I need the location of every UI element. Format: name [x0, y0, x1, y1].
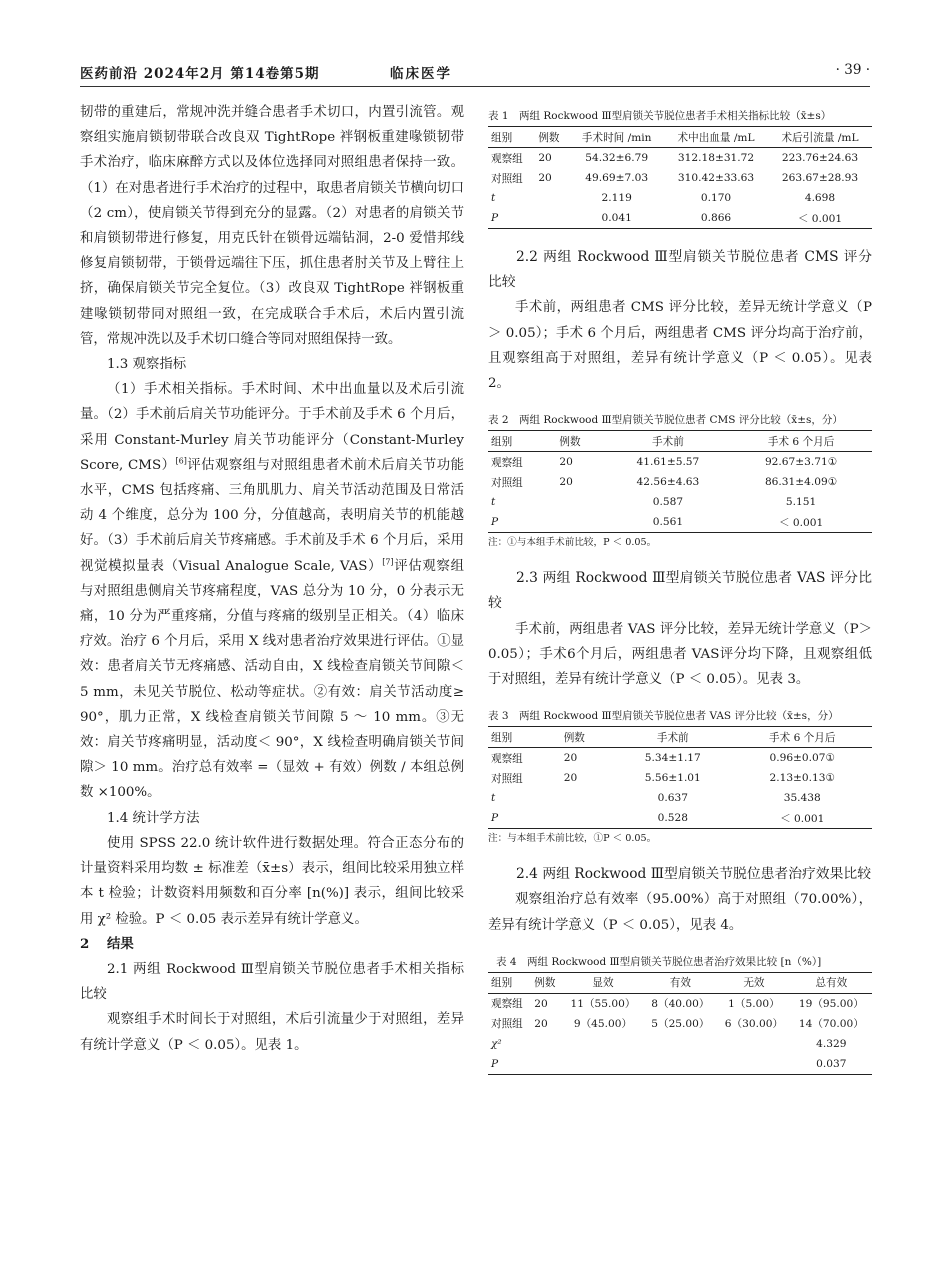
table-cell: 观察组 — [491, 152, 523, 165]
heading-number: 2 — [80, 935, 90, 952]
table-header: 术中出血量 /mL — [664, 127, 768, 148]
table-header: 例数 — [535, 127, 569, 148]
text-segment: 评估观察组与对照组患侧肩关节疼痛程度，VAS 总分为 10 分，0 分表示无痛，10 分为严重疼痛，分值与疼痛的级别呈正相关。（4）临床疗效。治疗 6 个月后，采用 X 线对患者治疗效果进行评估。①显效：患者肩关节无疼痛感、活动自由，X 线检查肩锁关节间隙＜ 5 mm，未见关节脱位、松动等症状。②有效：肩关节活动度≥ 90°，肌力正常，X 线检查肩锁关节间隙 5 ～ 10 mm。③无效：肩关节疼痛明显，活动度＜ 90°，X 线检查明确肩锁关节间隙＞ 10 mm。治疗总有效率 =（显效 + 有效）例数 / 本组总例数 ×100%。 — [80, 558, 465, 801]
table-cell: P — [491, 212, 499, 224]
table-cell: 0.170 — [700, 192, 732, 204]
table-cell: 5.34±1.17 — [644, 752, 701, 765]
table-cell: 对照组 — [491, 772, 523, 785]
table-cell: 92.67±3.71① — [764, 456, 838, 469]
table-cell: P — [491, 812, 499, 825]
table-row — [488, 788, 872, 808]
table-cell: 20 — [534, 997, 548, 1010]
table-cell: 2.119 — [601, 192, 632, 204]
heading-2-2: 2.2 两组 Rockwood Ⅲ型肩锁关节脱位患者 CMS 评分比较 — [488, 249, 872, 291]
table-header: 手术前 — [606, 431, 731, 452]
table-cell: 5.151 — [785, 496, 817, 509]
table-header: 术后引流量 /mL — [768, 127, 872, 148]
table-cell: 对照组 — [491, 1018, 523, 1031]
table-header: 手术 6 个月后 — [730, 431, 872, 452]
table-row — [488, 148, 872, 169]
table-cell: 0.037 — [816, 1057, 847, 1070]
table-cell: ＜ 0.001 — [778, 516, 824, 529]
table-cell — [717, 1054, 791, 1075]
table-header: 组别 — [488, 727, 561, 748]
table-cell: 20 — [534, 1017, 548, 1030]
table-cell: 观察组 — [491, 998, 523, 1011]
table4-caption: 表 4 两组 Rockwood Ⅲ型肩锁关节脱位患者治疗效果比较 [n（%）] — [496, 955, 822, 968]
reference-7: [7] — [382, 557, 394, 567]
table-cell: 9（45.00） — [573, 1018, 633, 1031]
table-cell: 对照组 — [491, 172, 523, 185]
table-cell: 0.587 — [652, 496, 684, 509]
table-row — [488, 1014, 872, 1034]
table-cell: 20 — [559, 476, 573, 489]
table-cell: 4.698 — [804, 192, 836, 204]
table-header: 手术 6 个月后 — [733, 727, 873, 748]
table-header-row — [488, 727, 872, 748]
table-cell: 223.76±24.63 — [781, 152, 859, 164]
table-row — [488, 768, 872, 788]
table-cell — [556, 492, 605, 512]
table-cell: 观察组 — [491, 752, 523, 765]
table-cell: 2.13±0.13① — [769, 772, 836, 785]
table-cell: 5（25.00） — [651, 1018, 710, 1031]
table-cell: 41.61±5.57 — [636, 456, 700, 469]
table-cell — [535, 188, 569, 208]
table-cell: 0.528 — [657, 812, 688, 825]
table-row — [488, 993, 872, 1014]
table-cell: t — [491, 792, 496, 805]
table-header: 总有效 — [791, 972, 872, 993]
table-header: 显效 — [562, 972, 643, 993]
paragraph-statistics: 使用 SPSS 22.0 统计软件进行数据处理。符合正态分布的计量资料采用均数 ± 标准差（x̄±s）表示，组间比较采用独立样本 t 检验；计数资料用频数和百分率 [n(%)] 表示，组间比较采用 χ² 检验。P ＜ 0.05 表示差异有统计学意义。 — [80, 835, 464, 927]
table-cell: 42.56±4.63 — [636, 476, 700, 489]
journal-info: 医药前沿 2024年2月 第14卷第5期 — [80, 66, 320, 82]
table-cell — [561, 808, 613, 829]
heading-2-1: 2.1 两组 Rockwood Ⅲ型肩锁关节脱位患者手术相关指标比较 — [80, 961, 464, 1003]
reference-6: [6] — [175, 456, 187, 466]
table2-note: 注：①与本组手术前比较，P ＜ 0.05。 — [488, 537, 657, 549]
right-column — [488, 108, 872, 1075]
table-cell — [562, 1054, 643, 1075]
table-2 — [488, 430, 872, 533]
heading-2-results — [80, 932, 464, 957]
paragraph-vas: 手术前，两组患者 VAS 评分比较，差异无统计学意义（P＞0.05）；手术6个月后，两组患者 VAS评分均下降，且观察组低于对照组，差异有统计学意义（P ＜ 0.05）。见表 3。 — [488, 621, 872, 688]
text-segment: 评估观察组与对照组患者术前术后肩关节功能水平，CMS 包括疼痛、三角肌肌力、肩关节活动范围及日常活动 4 个维度，总分为 100 分，分值越高，表明肩关节的机能越好。（3）手术前后肩关节疼痛感。手术前及手术 6 个月后，采用视觉模拟量表（Visual Analogue Scale, VAS） — [80, 457, 464, 574]
table-cell: P — [491, 1057, 499, 1070]
table-cell: P — [491, 516, 499, 529]
table-cell: 0.561 — [652, 516, 684, 529]
table-cell: 0.96±0.07① — [769, 752, 836, 765]
table-cell: 0.041 — [601, 212, 632, 224]
table-cell: 0.866 — [700, 212, 732, 224]
table-row — [488, 452, 872, 473]
heading-2-4: 2.4 两组 Rockwood Ⅲ型肩锁关节脱位患者治疗效果比较 — [516, 866, 871, 883]
table-row — [488, 1054, 872, 1075]
table-cell: χ² — [491, 1037, 502, 1050]
table-cell: 312.18±31.72 — [677, 152, 755, 164]
table-cell: 20 — [563, 752, 578, 765]
table-header: 例数 — [561, 727, 613, 748]
table-cell: 14（70.00） — [798, 1018, 864, 1031]
table-row — [488, 808, 872, 829]
page-number: · 39 · — [835, 62, 870, 78]
table1-caption: 表 1 两组 Rockwood Ⅲ型肩锁关节脱位患者手术相关指标比较（x̄±s） — [488, 110, 832, 122]
table-header: 组别 — [488, 972, 531, 993]
table3-caption: 表 3 两组 Rockwood Ⅲ型肩锁关节脱位患者 VAS 评分比较（x̄±s，分） — [488, 710, 839, 723]
section-name: 临床医学 — [390, 66, 452, 82]
table-row — [488, 748, 872, 769]
left-column — [80, 100, 464, 1058]
table-header: 例数 — [531, 972, 562, 993]
table-row — [488, 472, 872, 492]
table-header: 组别 — [488, 431, 556, 452]
table-header: 手术时间 /min — [569, 127, 664, 148]
heading-1-4: 1.4 统计学方法 — [107, 810, 200, 826]
table-header-row — [488, 431, 872, 452]
table-cell: 11（55.00） — [570, 998, 636, 1011]
table-header: 手术前 — [613, 727, 732, 748]
table-cell: t — [491, 496, 496, 509]
table-cell: 20 — [538, 172, 552, 184]
table-cell: 19（95.00） — [798, 998, 864, 1011]
paragraph-efficacy: 观察组治疗总有效率（95.00%）高于对照组（70.00%），差异有统计学意义（P ＜ 0.05），见表 4。 — [488, 892, 872, 933]
table-cell — [556, 512, 605, 533]
running-header — [80, 62, 870, 88]
table-3 — [488, 726, 872, 829]
table-cell — [535, 208, 569, 229]
table-cell: 86.31±4.09① — [764, 476, 838, 489]
table3-note: 注：与本组手术前比较，①P ＜ 0.05。 — [488, 833, 657, 845]
paragraph-indicators — [80, 377, 464, 805]
table-header: 无效 — [717, 972, 791, 993]
table-4 — [488, 972, 872, 1075]
table-header-row — [488, 972, 872, 993]
table-cell: t — [491, 192, 496, 204]
table-cell: 35.438 — [783, 792, 821, 805]
table-cell: 6（30.00） — [724, 1018, 784, 1031]
table-cell: 20 — [563, 772, 578, 785]
table-cell: 4.329 — [816, 1037, 847, 1050]
table-cell: 1（5.00） — [728, 998, 780, 1011]
table-header: 有效 — [644, 972, 718, 993]
table-row — [488, 492, 872, 512]
header-rule — [80, 86, 870, 87]
table-row — [488, 208, 872, 229]
table-cell — [561, 788, 613, 808]
heading-text: 结果 — [107, 935, 134, 952]
table-cell: 观察组 — [491, 456, 523, 469]
table-cell: 49.69±7.03 — [585, 172, 649, 184]
table-cell: ＜ 0.001 — [797, 212, 843, 225]
table-1 — [488, 126, 872, 229]
table-cell: 310.42±33.63 — [677, 172, 755, 184]
table-cell: 54.32±6.79 — [585, 152, 649, 164]
table-row — [488, 168, 872, 188]
heading-2-3: 2.3 两组 Rockwood Ⅲ型肩锁关节脱位患者 VAS 评分比较 — [488, 570, 872, 612]
table-header: 例数 — [556, 431, 605, 452]
table-cell: 20 — [559, 456, 573, 469]
table-header: 组别 — [488, 127, 535, 148]
table-cell — [562, 1034, 643, 1054]
text-segment: （1）手术相关指标。手术时间、术中出血量以及术后引流量。（2）手术前后肩关节功能评分。于手术前及手术 6 个月后，采用 Constant-Murley 肩关节功能评分（Constant-Murley Score, CMS） — [80, 382, 464, 473]
table-row — [488, 1034, 872, 1054]
table-cell: 0.637 — [657, 792, 688, 805]
table-cell — [531, 1054, 562, 1075]
table-cell — [531, 1034, 562, 1054]
paragraph-cms: 手术前，两组患者 CMS 评分比较，差异无统计学意义（P ＞ 0.05）；手术 6 个月后，两组患者 CMS 评分均高于治疗前，且观察组高于对照组，差异有统计学意义（P ＜ 0.05）。见表 2。 — [488, 300, 872, 392]
table-cell: 20 — [538, 152, 552, 164]
heading-1-3: 1.3 观察指标 — [107, 357, 187, 373]
table-row — [488, 188, 872, 208]
table-cell: 5.56±1.01 — [644, 772, 701, 785]
table-header-row — [488, 127, 872, 148]
paragraph-results-1: 观察组手术时间长于对照组，术后引流量少于对照组，差异有统计学意义（P ＜ 0.05）。见表 1。 — [80, 1012, 464, 1053]
table-row — [488, 512, 872, 533]
table-cell: 8（40.00） — [651, 998, 710, 1011]
paragraph-procedure: 韧带的重建后，常规冲洗并缝合患者手术切口，内置引流管。观察组实施肩锁韧带联合改良双 TightRope 袢钢板重建喙锁韧带手术治疗，临床麻醉方式以及体位选择同对照组患者保持一致。（1）在对患者进行手术治疗的过程中，取患者肩锁关节横向切口（2 cm），使肩锁关节得到充分的显露。（2）对患者的肩锁关节和肩锁韧带进行修复，用克氏针在锁骨远端钻洞，2-0 爱惜邦线修复肩锁韧带，于锁骨远端往下压，抓住患者肘关节及上臂往上挤，确保肩锁关节完全复位。（3）改良双 TightRope 袢钢板重建喙锁韧带同对照组一致，在完成联合手术后，术后内置引流管，常规冲洗以及手术切口缝合等同对照组保持一致。 — [80, 105, 464, 347]
table-cell — [644, 1054, 718, 1075]
table-cell — [644, 1034, 718, 1054]
table-cell: 263.67±28.93 — [781, 172, 859, 184]
table-cell — [717, 1034, 791, 1054]
table-cell: ＜ 0.001 — [780, 812, 825, 825]
table2-caption: 表 2 两组 Rockwood Ⅲ型肩锁关节脱位患者 CMS 评分比较（x̄±s，分） — [488, 414, 843, 427]
table-cell: 对照组 — [491, 476, 523, 489]
